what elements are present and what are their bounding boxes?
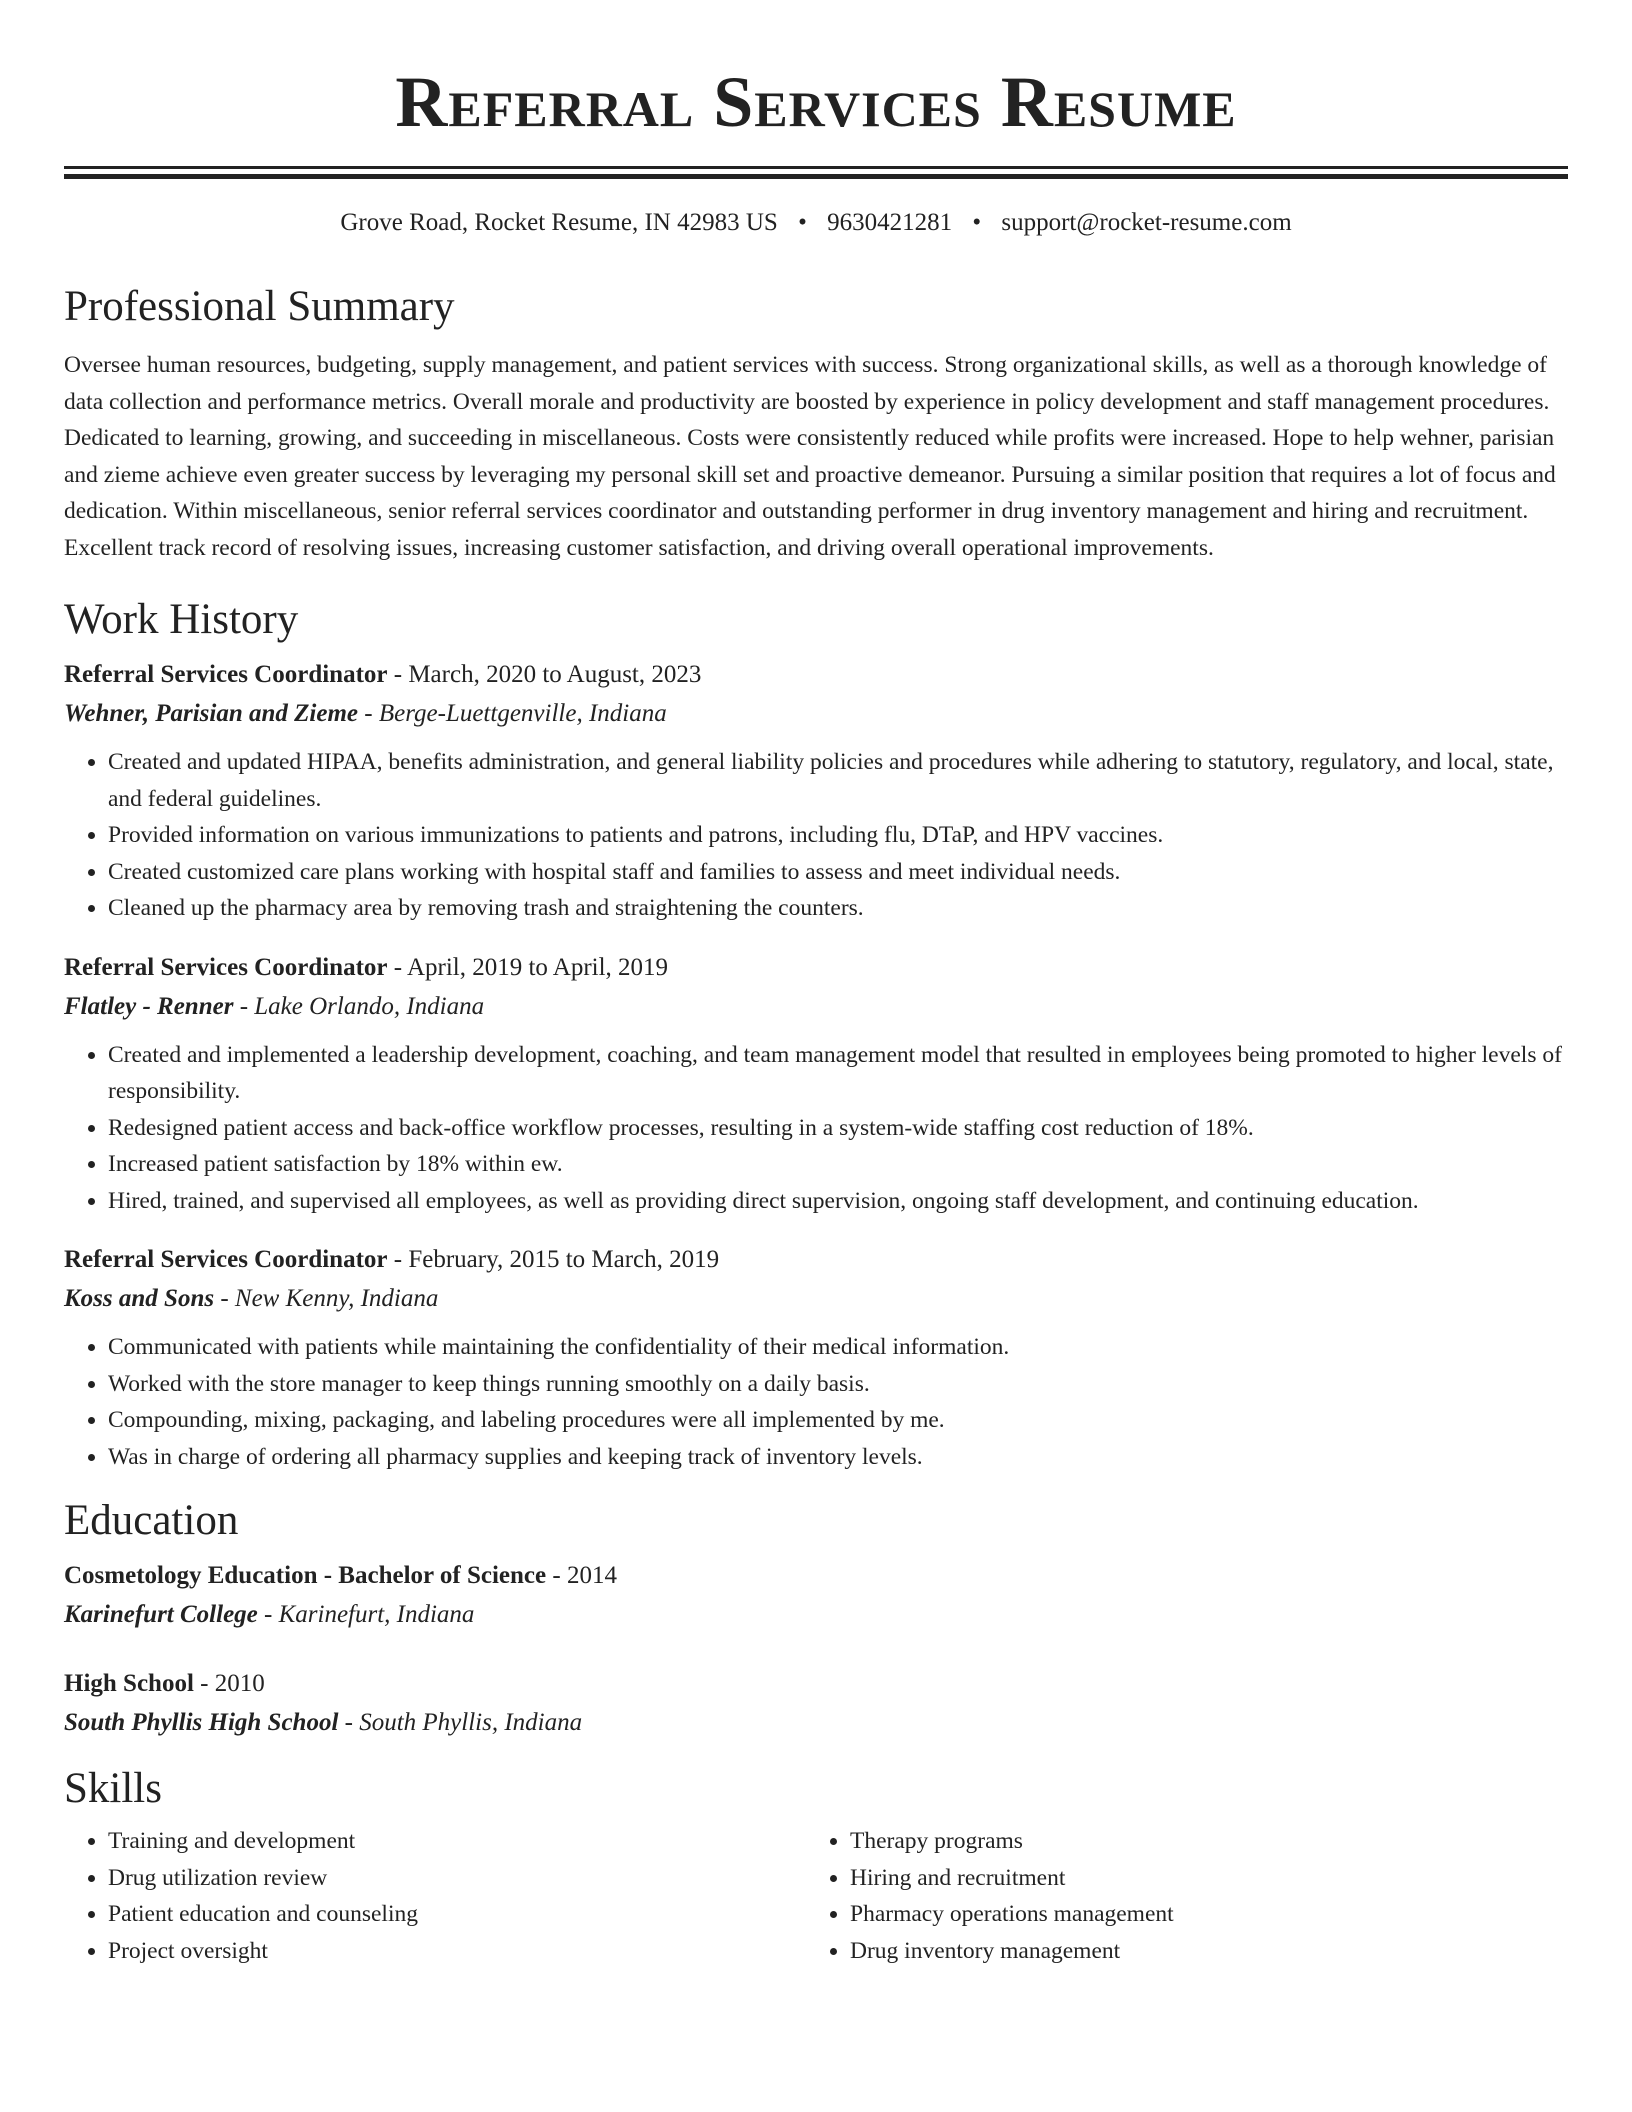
job-entry	[64, 656, 1568, 927]
education-heading: Education	[64, 1497, 239, 1544]
education-school-line	[64, 1703, 1568, 1743]
job-dates: - February, 2015 to March, 2019	[387, 1246, 720, 1273]
job-title: Referral Services Coordinator	[64, 953, 388, 981]
education-school: Karinefurt College	[64, 1601, 258, 1628]
job-title: Referral Services Coordinator	[64, 661, 388, 688]
contact-line	[64, 207, 1568, 239]
skill-item: • Drug inventory management	[850, 1933, 1548, 1970]
job-bullet: • Redesigned patient access and back-office workflow processes, resulting in a system-wide staffing cost reduction of 18%.	[108, 1110, 1568, 1147]
job-location: - New Kenny, Indiana	[214, 1285, 439, 1312]
job-dates: - March, 2020 to August, 2023	[387, 661, 702, 688]
skill-item: • Pharmacy operations management	[850, 1896, 1548, 1933]
job-bullet: • Provided information on various immunizations to patients and patrons, including flu, DTaP, and HPV vaccines.	[108, 817, 1568, 854]
education-year: - 2010	[193, 1670, 265, 1697]
skills-column-right	[806, 1823, 1548, 1969]
job-bullet: • Communicated with patients while maintaining the confidentiality of their medical information.	[108, 1329, 1568, 1366]
job-bullet: • Hired, trained, and supervised all employees, as well as providing direct supervision, ongoing staff development, and continuing education.	[108, 1183, 1568, 1220]
job-bullet: • Created and implemented a leadership development, coaching, and team management model that resulted in employees being promoted to higher levels of responsibility.	[108, 1037, 1568, 1110]
skills-grid	[64, 1823, 1568, 1969]
job-company-line	[64, 694, 1568, 734]
header-divider-thin	[64, 166, 1568, 169]
job-bullet: • Worked with the store manager to keep things running smoothly on a daily basis.	[108, 1366, 1568, 1403]
skill-item: • Project oversight	[108, 1933, 806, 1970]
job-location: - Lake Orlando, Indiana	[233, 992, 485, 1020]
contact-separator: •	[972, 209, 982, 236]
job-company: Koss and Sons	[64, 1285, 215, 1312]
summary-heading: Professional Summary	[64, 283, 455, 330]
education-year: - 2014	[546, 1562, 617, 1589]
skills-heading: Skills	[64, 1765, 162, 1812]
job-company-line	[64, 1279, 1568, 1319]
education-entry	[64, 1557, 1568, 1635]
job-entry	[64, 949, 1568, 1220]
education-school-line	[64, 1595, 1568, 1635]
contact-email: support@rocket-resume.com	[1001, 209, 1292, 236]
skills-column-left	[64, 1823, 806, 1969]
job-bullets	[64, 744, 1568, 927]
job-bullet: • Compounding, mixing, packaging, and labeling procedures were all implemented by me.	[108, 1402, 1568, 1439]
job-location: - Berge-Luettgenville, Indiana	[358, 700, 667, 727]
job-company-line	[64, 987, 1568, 1027]
education-school: South Phyllis High School	[64, 1709, 339, 1736]
contact-separator: •	[798, 209, 807, 236]
work-history-heading: Work History	[64, 596, 299, 643]
education-entry	[64, 1665, 1568, 1743]
education-degree-line	[64, 1665, 1568, 1703]
education-location: - Karinefurt, Indiana	[257, 1601, 475, 1628]
job-bullet: • Increased patient satisfaction by 18% within ew.	[108, 1146, 1568, 1183]
skill-item: • Therapy programs	[850, 1823, 1548, 1860]
job-dates: - April, 2019 to April, 2019	[387, 953, 669, 981]
job-title-line	[64, 1241, 1568, 1279]
job-title: Referral Services Coordinator	[64, 1246, 388, 1273]
contact-address: Grove Road, Rocket Resume, IN 42983 US	[340, 209, 778, 236]
job-bullet: • Created and updated HIPAA, benefits administration, and general liability policies and procedures while adhering to statutory, regulatory, and local, state, and federal guidelines.	[108, 744, 1568, 817]
summary-text: Oversee human resources, budgeting, supply management, and patient services with success. Strong organizational skills, as well as a thorough knowledge of data collection and performance metrics. Overall morale and productivity are boosted by experience in policy development and staff management procedures. Dedicated to learning, growing, and succeeding in miscellaneous. Costs were consistently reduced while profits were increased. Hope to help wehner, parisian and zieme achieve even greater success by leveraging my personal skill set and proactive demeanor. Pursuing a similar position that requires a lot of focus and dedication. Within miscellaneous, senior referral services coordinator and outstanding performer in drug inventory management and hiring and recruitment. Excellent track record of resolving issues, increasing customer satisfaction, and driving overall operational improvements.	[64, 352, 1556, 561]
job-bullets	[64, 1037, 1568, 1220]
skill-item: • Drug utilization review	[108, 1860, 806, 1897]
skill-item: • Hiring and recruitment	[850, 1860, 1548, 1897]
contact-phone: 9630421281	[827, 209, 953, 236]
education-degree: Cosmetology Education - Bachelor of Science	[64, 1562, 547, 1589]
job-bullet: • Created customized care plans working with hospital staff and families to assess and meet individual needs.	[108, 854, 1568, 891]
education-location: - South Phyllis, Indiana	[338, 1709, 583, 1736]
resume-title: Referral Services Resume	[395, 62, 1237, 142]
skill-item: • Training and development	[108, 1823, 806, 1860]
job-entry	[64, 1241, 1568, 1475]
education-degree: High School	[64, 1670, 194, 1697]
job-bullets	[64, 1329, 1568, 1475]
job-company: Wehner, Parisian and Zieme	[64, 700, 359, 727]
job-title-line	[64, 656, 1568, 694]
education-degree-line	[64, 1557, 1568, 1595]
header-divider-thick	[64, 174, 1568, 179]
job-bullet: • Cleaned up the pharmacy area by removing trash and straightening the counters.	[108, 890, 1568, 927]
skill-item: • Patient education and counseling	[108, 1896, 806, 1933]
job-company: Flatley - Renner	[64, 992, 234, 1020]
job-bullet: • Was in charge of ordering all pharmacy supplies and keeping track of inventory levels.	[108, 1439, 1568, 1476]
job-title-line	[64, 949, 1568, 987]
